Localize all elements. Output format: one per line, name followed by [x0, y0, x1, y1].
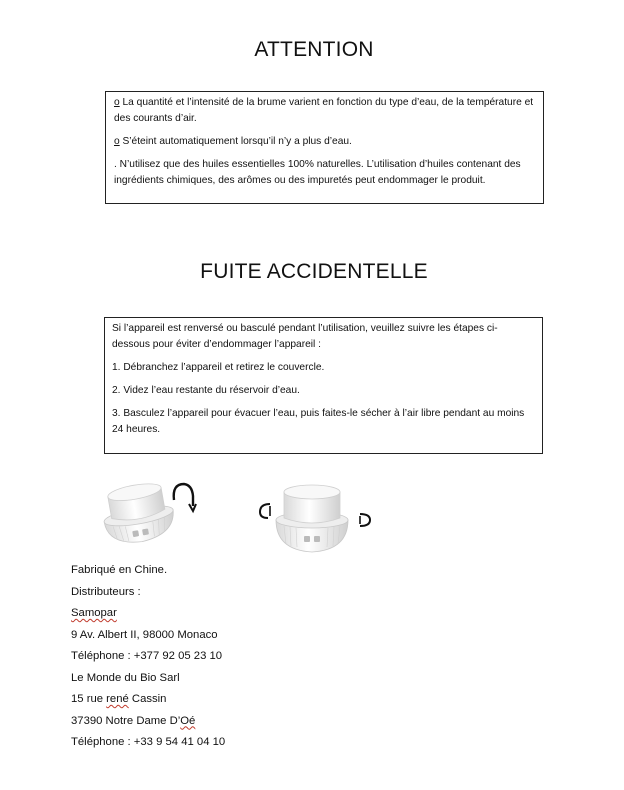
fuite-intro: Si l’appareil est renversé ou basculé pendant l’utilisation, veuillez suivre les étapes ci-dessous pour éviter d’endommager l’appareil : — [112, 323, 498, 350]
distributor-phone: Téléphone : +377 92 05 23 10 — [71, 650, 223, 662]
fuite-heading: FUITE ACCIDENTELLE — [200, 260, 428, 283]
distributor-name: Le Monde du Bio Sarl — [71, 671, 180, 684]
origin-text: Fabriqué en Chine. — [71, 564, 168, 576]
attention-item-text: S’éteint automatiquement lorsqu’il n’y a plus d’eau. — [119, 136, 352, 147]
distributor-address — [71, 689, 225, 711]
attention-item-text: La quantité et l’intensité de la brume varient en fonction du type d’eau, de la température et des courants d’air. — [114, 97, 534, 124]
fuite-step: 1. Débranchez l’appareil et retirez le couvercle. — [112, 362, 325, 373]
spellcheck-word: Oé — [180, 714, 196, 727]
manufacturer-info — [71, 560, 225, 754]
tilted-diffuser-illustration — [98, 478, 202, 548]
distributor-phone: Téléphone : +33 9 54 41 04 10 — [71, 736, 226, 748]
distributor-name — [71, 603, 225, 625]
bullet-marker: o — [114, 136, 120, 147]
attention-item — [114, 95, 535, 127]
attention-box — [105, 91, 544, 204]
address-part: Cassin — [128, 693, 167, 705]
attention-heading: ATTENTION — [254, 38, 374, 61]
distributor-address: 9 Av. Albert II, 98000 Monaco — [71, 628, 218, 641]
address-part: 15 rue — [71, 693, 107, 705]
city-part: 37390 Notre Dame D’ — [71, 714, 181, 727]
attention-item — [114, 157, 535, 189]
attention-item — [114, 134, 535, 150]
distributors-label: Distributeurs : — [71, 585, 141, 598]
spellcheck-word: Samopar — [71, 607, 117, 619]
spellcheck-word: rené — [106, 693, 129, 705]
fuite-step: 3. Basculez l’appareil pour évacuer l’eau, puis faites-le sécher à l’air libre pendant au moins 24 heures. — [112, 408, 525, 435]
bullet-marker: o — [114, 97, 120, 108]
distributor-city — [71, 711, 225, 733]
attention-item-text: . N’utilisez que des huiles essentielles 100% naturelles. L’utilisation d’huiles contenant des ingrédients chimiques, des arômes ou des impuretés peut endommager le produit. — [114, 159, 521, 186]
fuite-box — [104, 317, 543, 454]
fuite-step: 2. Videz l’eau restante du réservoir d’eau. — [112, 385, 300, 396]
shaking-diffuser-illustration — [256, 482, 376, 556]
